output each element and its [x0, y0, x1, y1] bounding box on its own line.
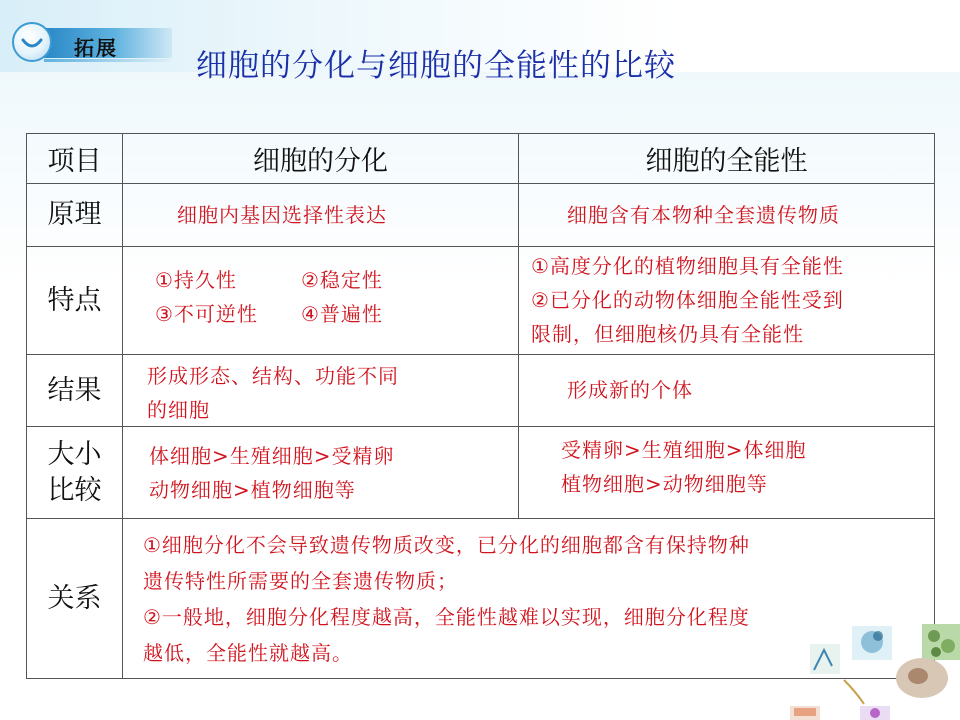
cell-image-icon	[896, 658, 948, 698]
result-totipotency	[519, 355, 935, 427]
cell-image-icon	[922, 624, 960, 660]
cell-illustration-cluster	[760, 620, 960, 720]
feature-line: ①高度分化的植物细胞具有全能性	[531, 254, 844, 278]
row-label-principle: 原理	[27, 184, 123, 247]
header-totipotency: 细胞的全能性	[519, 134, 935, 184]
row-label-result: 结果	[27, 355, 123, 427]
size-differentiation	[123, 427, 519, 519]
size-line: 体细胞>生殖细胞>受精卵	[149, 444, 395, 468]
size-line: 受精卵>生殖细胞>体细胞	[561, 438, 807, 462]
size-line: 动物细胞>植物细胞等	[149, 478, 356, 502]
result-differentiation	[123, 355, 519, 427]
header-differentiation: 细胞的分化	[123, 134, 519, 184]
table-row-principle	[27, 184, 935, 247]
size-line: 植物细胞>动物细胞等	[561, 472, 768, 496]
feature-line: ②已分化的动物体细胞全能性受到	[531, 288, 844, 312]
relation-line: 越低，全能性就越高。	[143, 641, 353, 665]
result-totipotency-text: 形成新的个体	[567, 378, 693, 402]
features-differentiation	[123, 247, 519, 355]
size-label-line: 大小	[47, 438, 102, 470]
badge-label: 拓展	[74, 36, 118, 60]
cell-image-icon	[852, 626, 892, 660]
cell-image-icon	[790, 706, 820, 720]
cell-image-icon	[810, 644, 840, 674]
feature-line: 限制，但细胞核仍具有全能性	[531, 322, 804, 346]
table-row-result	[27, 355, 935, 427]
row-label-size	[27, 427, 123, 519]
feature-item: ②稳定性	[301, 268, 383, 292]
relation-line: ①细胞分化不会导致遗传物质改变，已分化的细胞都含有保持物种	[143, 533, 750, 557]
row-label-features: 特点	[27, 247, 123, 355]
feature-item: ①持久性	[155, 268, 237, 292]
result-line: 的细胞	[147, 398, 210, 422]
cell-image-icon	[860, 706, 890, 720]
principle-totipotency: 细胞含有本物种全套遗传物质	[519, 184, 935, 247]
header-item: 项目	[27, 134, 123, 184]
arrow-icon	[844, 680, 864, 704]
feature-item: ④普遍性	[301, 302, 383, 326]
features-totipotency	[519, 247, 935, 355]
principle-differentiation: 细胞内基因选择性表达	[123, 184, 519, 247]
clock-icon	[12, 22, 52, 62]
comparison-table	[26, 133, 935, 679]
size-label-line: 比较	[47, 474, 102, 506]
table-row-features	[27, 247, 935, 355]
row-label-relation: 关系	[27, 519, 123, 679]
relation-line: ②一般地，细胞分化程度越高，全能性越难以实现，细胞分化程度	[143, 605, 750, 629]
page-title: 细胞的分化与细胞的全能性的比较	[196, 48, 676, 84]
relation-line: 遗传特性所需要的全套遗传物质；	[143, 569, 458, 593]
section-badge	[4, 20, 172, 64]
table-row-size	[27, 427, 935, 519]
size-totipotency	[519, 427, 935, 519]
feature-item: ③不可逆性	[155, 302, 258, 326]
table-header-row	[27, 134, 935, 184]
result-line: 形成形态、结构、功能不同	[147, 364, 399, 388]
